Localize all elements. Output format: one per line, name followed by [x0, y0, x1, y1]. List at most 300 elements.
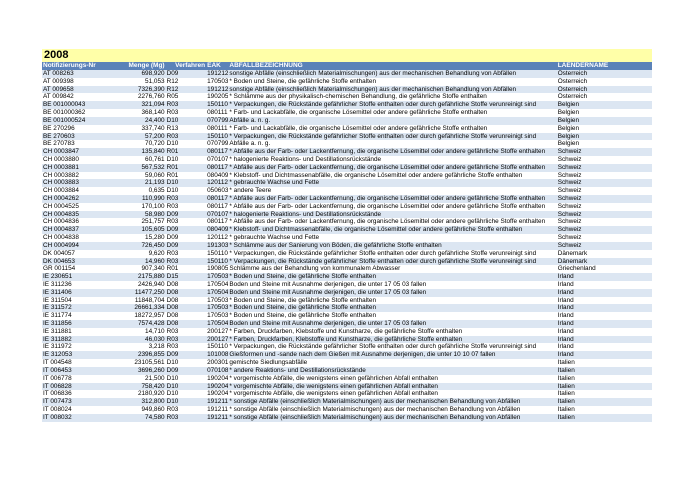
- table-row: [42, 359, 652, 367]
- bezeichnung-cell: * Abfälle aus der Farb- oder Lackentfernung, die organische Lösemittel oder andere gefährliche Stoffe enthalten: [228, 203, 556, 211]
- eak-cell: 101008: [207, 351, 229, 359]
- verfahren-cell: R03: [166, 195, 207, 203]
- land-cell: Italien: [557, 367, 652, 375]
- table-row: [42, 172, 652, 180]
- verfahren-cell: D09: [166, 367, 207, 375]
- land-cell: Irland: [557, 273, 652, 281]
- bezeichnung-cell: * gebrauchte Wachse und Fette: [228, 179, 556, 187]
- land-cell: Belgien: [557, 117, 652, 125]
- bezeichnung-cell: * Klebstoff- und Dichtmassenabfälle, die organische Lösemittel oder andere gefährliche Stoffe enthalten: [228, 226, 556, 234]
- eak-cell: 200301: [207, 359, 229, 367]
- menge-cell: 21,193: [111, 179, 166, 187]
- menge-cell: 60,761: [111, 156, 166, 164]
- notif-cell: IT 004548: [42, 359, 111, 367]
- land-cell: Schweiz: [557, 234, 652, 242]
- notif-cell: IE 311236: [42, 281, 111, 289]
- spreadsheet: [42, 49, 652, 422]
- bezeichnung-cell: * Klebstoff- und Dichtmassenabfälle, die organische Lösemittel oder andere gefährliche Stoffe enthalten: [228, 172, 556, 180]
- bezeichnung-cell: Boden und Steine mit Ausnahme derjenigen, die unter 17 05 03 fallen: [228, 320, 556, 328]
- eak-cell: 080409: [207, 226, 229, 234]
- bezeichnung-cell: * Verpackungen, die Rückstände gefährlicher Stoffe enthalten oder durch gefährliche Stoffe verunreinigt sind: [228, 258, 556, 266]
- menge-cell: 21,500: [111, 375, 166, 383]
- eak-cell: 170503: [207, 296, 229, 304]
- table-row: [42, 125, 652, 133]
- notif-cell: CH 0003882: [42, 172, 111, 180]
- bezeichnung-cell: Schlämme aus der Behandlung von kommunalem Abwasser: [228, 265, 556, 273]
- land-cell: Italien: [557, 375, 652, 383]
- bezeichnung-cell: * Boden und Steine, die gefährliche Stoffe enthalten: [228, 312, 556, 320]
- land-cell: Irland: [557, 320, 652, 328]
- eak-cell: 191212: [207, 85, 229, 93]
- bezeichnung-cell: * halogenierte Reaktions- und Destillationsrückstände: [228, 156, 556, 164]
- notif-cell: IE 312053: [42, 351, 111, 359]
- menge-cell: 251,757: [111, 218, 166, 226]
- menge-cell: 110,990: [111, 195, 166, 203]
- menge-cell: 59,060: [111, 172, 166, 180]
- bezeichnung-cell: * Abfälle aus der Farb- oder Lackentfernung, die organische Lösemittel oder andere gefährliche Stoffe enthalten: [228, 148, 556, 156]
- bezeichnung-cell: * sonstige Abfälle (einschließlich Materialmischungen) aus der mechanischen Behandlung von Abfällen: [228, 414, 556, 422]
- land-cell: Österreich: [557, 78, 652, 86]
- notif-cell: IE 311856: [42, 320, 111, 328]
- bezeichnung-cell: * Verpackungen, die Rückstände gefährlicher Stoffe enthalten oder durch gefährliche Stoffe verunreinigt sind: [228, 101, 556, 109]
- land-cell: Schweiz: [557, 164, 652, 172]
- land-cell: Schweiz: [557, 195, 652, 203]
- verfahren-cell: D10: [166, 140, 207, 148]
- verfahren-cell: R03: [166, 133, 207, 141]
- menge-cell: 2175,880: [111, 273, 166, 281]
- table-row: [42, 390, 652, 398]
- header-notif: Notifizierungs-Nr: [42, 62, 111, 70]
- eak-cell: 080117: [207, 195, 228, 202]
- bezeichnung-cell: * vorgemischte Abfälle, die wenigstens einen gefährlichen Abfall enthalten: [228, 375, 556, 383]
- eak-cell: 070799: [207, 116, 229, 124]
- verfahren-cell: D10: [166, 390, 207, 398]
- bezeichnung-cell: Boden und Steine mit Ausnahme derjenigen, die unter 17 05 03 fallen: [228, 289, 556, 297]
- land-cell: Italien: [557, 398, 652, 406]
- table-row: [42, 328, 652, 336]
- eak-cell: 150110: [207, 249, 228, 257]
- verfahren-cell: R03: [166, 218, 207, 226]
- eak-cell: 200127: [207, 327, 229, 335]
- eak-cell: 120112: [207, 234, 228, 242]
- eak-cell: 150110: [207, 257, 228, 265]
- bezeichnung-cell: * Abfälle aus der Farb- oder Lackentfernung, die organische Lösemittel oder andere gefährliche Stoffe enthalten: [228, 218, 556, 226]
- land-cell: Irland: [557, 289, 652, 297]
- table-row: [42, 156, 652, 164]
- land-cell: Irland: [557, 297, 652, 305]
- verfahren-cell: D15: [166, 273, 207, 281]
- bezeichnung-cell: sonstige Abfälle (einschließlich Materialmischungen) aus der mechanischen Behandlung von Abfällen: [228, 70, 556, 78]
- table-row: [42, 367, 652, 375]
- waste-table: [42, 62, 652, 422]
- eak-cell: 190204: [207, 374, 229, 382]
- notif-cell: IE 311881: [42, 328, 111, 336]
- notif-cell: GR 001154: [42, 265, 111, 273]
- land-cell: Belgien: [557, 133, 652, 141]
- verfahren-cell: D08: [166, 297, 207, 305]
- table-row: [42, 312, 652, 320]
- table-row: [42, 70, 652, 78]
- eak-cell: 070108: [207, 366, 229, 374]
- land-cell: Schweiz: [557, 187, 652, 195]
- notif-cell: BE 270603: [42, 133, 111, 141]
- notif-cell: CH 0004837: [42, 226, 111, 234]
- verfahren-cell: D09: [166, 351, 207, 359]
- eak-cell: 200127: [207, 335, 229, 343]
- land-cell: Schweiz: [557, 156, 652, 164]
- verfahren-cell: D09: [166, 234, 207, 242]
- bezeichnung-cell: * sonstige Abfälle (einschließlich Materialmischungen) aus der mechanischen Behandlung von Abfällen: [228, 398, 556, 406]
- bezeichnung-cell: * vorgemischte Abfälle, die wenigstens einen gefährlichen Abfall enthalten: [228, 383, 556, 391]
- verfahren-cell: D10: [166, 117, 207, 125]
- table-row: [42, 187, 652, 195]
- menge-cell: 51,053: [111, 78, 166, 86]
- verfahren-cell: R05: [166, 93, 207, 101]
- land-cell: Irland: [557, 304, 652, 312]
- table-row: [42, 203, 652, 211]
- menge-cell: 3696,260: [111, 367, 166, 375]
- notif-cell: BE 001000362: [42, 109, 111, 117]
- land-cell: Österreich: [557, 93, 652, 101]
- eak-cell: 080117: [207, 218, 228, 226]
- menge-cell: 135,840: [111, 148, 166, 156]
- land-cell: Schweiz: [557, 226, 652, 234]
- menge-cell: 3,218: [111, 343, 166, 351]
- land-cell: Irland: [557, 312, 652, 320]
- verfahren-cell: D09: [166, 226, 207, 234]
- header-land: LAENDERNAME: [557, 62, 652, 70]
- table-body: [42, 70, 652, 422]
- table-row: [42, 343, 652, 351]
- eak-cell: 170503: [207, 304, 229, 312]
- table-row: [42, 406, 652, 414]
- eak-cell: 080111: [207, 109, 228, 117]
- eak-cell: 190204: [207, 390, 229, 398]
- verfahren-cell: D08: [166, 289, 207, 297]
- bezeichnung-cell: * andere Teere: [228, 187, 556, 195]
- verfahren-cell: D10: [166, 187, 207, 195]
- verfahren-cell: R01: [166, 265, 207, 273]
- land-cell: Italien: [557, 414, 652, 422]
- eak-cell: 080111: [207, 124, 228, 132]
- notif-cell: CH 0003880: [42, 156, 111, 164]
- eak-cell: 191211: [207, 405, 228, 413]
- notif-cell: CH 0004838: [42, 234, 111, 242]
- notif-cell: CH 0004262: [42, 195, 111, 203]
- verfahren-cell: D08: [166, 312, 207, 320]
- bezeichnung-cell: * Abfälle aus der Farb- oder Lackentfernung, die organische Lösemittel oder andere gefährliche Stoffe enthalten: [228, 195, 556, 203]
- table-row: [42, 414, 652, 422]
- land-cell: Dänemark: [557, 250, 652, 258]
- table-row: [42, 234, 652, 242]
- notif-cell: IE 311504: [42, 297, 111, 305]
- verfahren-cell: D10: [166, 156, 207, 164]
- table-row: [42, 86, 652, 94]
- bezeichnung-cell: * Verpackungen, die Rückstände gefährlicher Stoffe enthalten oder durch gefährliche Stoffe verunreinigt sind: [228, 250, 556, 258]
- menge-cell: 18272,957: [111, 312, 166, 320]
- table-row: [42, 101, 652, 109]
- menge-cell: 11477,250: [111, 289, 166, 297]
- verfahren-cell: R12: [166, 78, 207, 86]
- bezeichnung-cell: * vorgemischte Abfälle, die wenigstens einen gefährlichen Abfall enthalten: [228, 390, 556, 398]
- verfahren-cell: D10: [166, 179, 207, 187]
- land-cell: Italien: [557, 390, 652, 398]
- eak-cell: 070107: [207, 210, 229, 218]
- land-cell: Schweiz: [557, 179, 652, 187]
- menge-cell: 9,620: [111, 250, 166, 258]
- menge-cell: 7574,428: [111, 320, 166, 328]
- eak-cell: 080117: [207, 202, 228, 210]
- bezeichnung-cell: Gießformen und -sande nach dem Gießen mit Ausnahme derjenigen, die unter 10 10 07 fallen: [228, 351, 556, 359]
- menge-cell: 337,740: [111, 125, 166, 133]
- notif-cell: BE 270296: [42, 125, 111, 133]
- table-row: [42, 383, 652, 391]
- land-cell: Schweiz: [557, 218, 652, 226]
- notif-cell: IE 311882: [42, 336, 111, 344]
- menge-cell: 46,030: [111, 336, 166, 344]
- header-bezeichnung: ABFALLBEZEICHNUNG: [228, 62, 556, 70]
- table-row: [42, 250, 652, 258]
- menge-cell: 2396,855: [111, 351, 166, 359]
- bezeichnung-cell: * sonstige Abfälle (einschließlich Materialmischungen) aus der mechanischen Behandlung von Abfällen: [228, 406, 556, 414]
- menge-cell: 758,420: [111, 383, 166, 391]
- eak-cell: 080117: [207, 148, 228, 156]
- land-cell: Irland: [557, 336, 652, 344]
- bezeichnung-cell: * Boden und Steine, die gefährliche Stoffe enthalten: [228, 304, 556, 312]
- land-cell: Schweiz: [557, 211, 652, 219]
- notif-cell: CH 0004835: [42, 211, 111, 219]
- land-cell: Schweiz: [557, 172, 652, 180]
- table-row: [42, 351, 652, 359]
- eak-cell: 120112: [207, 179, 228, 187]
- notif-cell: IE 230651: [42, 273, 111, 281]
- table-row: [42, 179, 652, 187]
- notif-cell: IT 007473: [42, 398, 111, 406]
- menge-cell: 15,280: [111, 234, 166, 242]
- menge-cell: 70,720: [111, 140, 166, 148]
- bezeichnung-cell: * Boden und Steine, die gefährliche Stoffe enthalten: [228, 297, 556, 305]
- table-row: [42, 375, 652, 383]
- verfahren-cell: D10: [166, 375, 207, 383]
- land-cell: Irland: [557, 281, 652, 289]
- notif-cell: IE 311972: [42, 343, 111, 351]
- eak-cell: 191211: [207, 398, 228, 406]
- notif-cell: DK 004057: [42, 250, 111, 258]
- table-row: [42, 258, 652, 266]
- notif-cell: AT 009658: [42, 86, 111, 94]
- land-cell: Dänemark: [557, 258, 652, 266]
- land-cell: Irland: [557, 351, 652, 359]
- land-cell: Schweiz: [557, 242, 652, 250]
- eak-cell: 170504: [207, 280, 229, 288]
- verfahren-cell: R03: [166, 343, 207, 351]
- verfahren-cell: D08: [166, 281, 207, 289]
- menge-cell: 726,450: [111, 242, 166, 250]
- table-row: [42, 320, 652, 328]
- notif-cell: CH 0003884: [42, 187, 111, 195]
- eak-cell: 080409: [207, 171, 229, 179]
- table-row: [42, 148, 652, 156]
- notif-cell: IE 311572: [42, 304, 111, 312]
- notif-cell: CH 0004994: [42, 242, 111, 250]
- notif-cell: CH 0004525: [42, 203, 111, 211]
- notif-cell: IT 008032: [42, 414, 111, 422]
- notif-cell: BE 270783: [42, 140, 111, 148]
- land-cell: Italien: [557, 383, 652, 391]
- table-row: [42, 109, 652, 117]
- menge-cell: 74,580: [111, 414, 166, 422]
- table-row: [42, 398, 652, 406]
- land-cell: Belgien: [557, 140, 652, 148]
- eak-cell: 170503: [207, 77, 229, 85]
- verfahren-cell: D10: [166, 383, 207, 391]
- eak-cell: 080117: [207, 163, 228, 171]
- menge-cell: 170,100: [111, 203, 166, 211]
- menge-cell: 105,605: [111, 226, 166, 234]
- menge-cell: 567,532: [111, 164, 166, 172]
- land-cell: Österreich: [557, 70, 652, 78]
- table-row: [42, 133, 652, 141]
- notif-cell: IT 006778: [42, 375, 111, 383]
- verfahren-cell: R03: [166, 414, 207, 422]
- notif-cell: AT 009398: [42, 78, 111, 86]
- bezeichnung-cell: * Verpackungen, die Rückstände gefährlicher Stoffe enthalten oder durch gefährliche Stoffe verunreinigt sind: [228, 343, 556, 351]
- verfahren-cell: R03: [166, 258, 207, 266]
- verfahren-cell: R01: [166, 164, 207, 172]
- table-row: [42, 78, 652, 86]
- verfahren-cell: R03: [166, 109, 207, 117]
- verfahren-cell: R03: [166, 336, 207, 344]
- bezeichnung-cell: * halogenierte Reaktions- und Destillationsrückstände: [228, 211, 556, 219]
- notif-cell: DK 004653: [42, 258, 111, 266]
- verfahren-cell: R01: [166, 172, 207, 180]
- verfahren-cell: R03: [166, 203, 207, 211]
- land-cell: Irland: [557, 328, 652, 336]
- eak-cell: 070799: [207, 140, 229, 148]
- menge-cell: 312,800: [111, 398, 166, 406]
- land-cell: Österreich: [557, 86, 652, 94]
- land-cell: Belgien: [557, 109, 652, 117]
- notif-cell: CH 0003881: [42, 164, 111, 172]
- verfahren-cell: D08: [166, 320, 207, 328]
- menge-cell: 14,710: [111, 328, 166, 336]
- notif-cell: CH 0004836: [42, 218, 111, 226]
- verfahren-cell: D10: [166, 359, 207, 367]
- table-row: [42, 297, 652, 305]
- header-eak: EAK: [206, 62, 228, 70]
- menge-cell: 2426,940: [111, 281, 166, 289]
- menge-cell: 907,340: [111, 265, 166, 273]
- table-row: [42, 164, 652, 172]
- bezeichnung-cell: Abfälle a. n. g.: [228, 140, 556, 148]
- notif-cell: IE 311774: [42, 312, 111, 320]
- table-row: [42, 117, 652, 125]
- menge-cell: 698,920: [111, 70, 166, 78]
- land-cell: Schweiz: [557, 148, 652, 156]
- eak-cell: 190205: [207, 93, 229, 101]
- bezeichnung-cell: * Abfälle aus der Farb- oder Lackentfernung, die organische Lösemittel oder andere gefährliche Stoffe enthalten: [228, 164, 556, 172]
- menge-cell: 11848,704: [111, 297, 166, 305]
- notif-cell: AT 008263: [42, 70, 111, 78]
- menge-cell: 368,140: [111, 109, 166, 117]
- verfahren-cell: D09: [166, 211, 207, 219]
- land-cell: Belgien: [557, 125, 652, 133]
- bezeichnung-cell: Boden und Steine mit Ausnahme derjenigen, die unter 17 05 03 fallen: [228, 281, 556, 289]
- menge-cell: 26661,334: [111, 304, 166, 312]
- eak-cell: 190204: [207, 382, 229, 390]
- table-row: [42, 273, 652, 281]
- land-cell: Italien: [557, 359, 652, 367]
- eak-cell: 191211: [207, 413, 228, 421]
- land-cell: Belgien: [557, 101, 652, 109]
- menge-cell: 7326,390: [111, 86, 166, 94]
- land-cell: Italien: [557, 406, 652, 414]
- bezeichnung-cell: * Farb- und Lackabfälle, die organische Lösemittel oder andere gefährliche Stoffe enthalten: [228, 125, 556, 133]
- table-row: [42, 304, 652, 312]
- menge-cell: 321,094: [111, 101, 166, 109]
- bezeichnung-cell: * andere Reaktions- und Destillationsrückstände: [228, 367, 556, 375]
- bezeichnung-cell: * Verpackungen, die Rückstände gefährlicher Stoffe enthalten oder durch gefährliche Stoffe verunreinigt sind: [228, 133, 556, 141]
- table-row: [42, 218, 652, 226]
- verfahren-cell: R03: [166, 250, 207, 258]
- notif-cell: IT 008024: [42, 406, 111, 414]
- bezeichnung-cell: * Farben, Druckfarben, Klebstoffe und Kunstharze, die gefährliche Stoffe enthalten: [228, 336, 556, 344]
- table-row: [42, 211, 652, 219]
- table-row: [42, 242, 652, 250]
- bezeichnung-cell: * Farben, Druckfarben, Klebstoffe und Kunstharze, die gefährliche Stoffe enthalten: [228, 328, 556, 336]
- bezeichnung-cell: * Farb- und Lackabfälle, die organische Lösemittel oder andere gefährliche Stoffe enthalten: [228, 109, 556, 117]
- verfahren-cell: D09: [166, 242, 207, 250]
- notif-cell: IE 311406: [42, 289, 111, 297]
- verfahren-cell: D10: [166, 398, 207, 406]
- eak-cell: 170503: [207, 273, 229, 281]
- land-cell: Schweiz: [557, 203, 652, 211]
- eak-cell: 170504: [207, 288, 229, 296]
- bezeichnung-cell: * Schlämme aus der physikalisch-chemischen Behandlung, die gefährliche Stoffe enthalten: [228, 93, 556, 101]
- header-row: [42, 62, 652, 70]
- table-row: [42, 289, 652, 297]
- eak-cell: 191212: [207, 70, 229, 77]
- eak-cell: 150110: [207, 132, 228, 140]
- header-verfahren: Verfahren: [166, 62, 207, 70]
- verfahren-cell: R03: [166, 328, 207, 336]
- verfahren-cell: R01: [166, 148, 207, 156]
- verfahren-cell: R13: [166, 125, 207, 133]
- verfahren-cell: R03: [166, 406, 207, 414]
- notif-cell: IT 006453: [42, 367, 111, 375]
- year-heading: 2008: [42, 49, 652, 62]
- eak-cell: 150110: [207, 101, 228, 109]
- bezeichnung-cell: * Boden und Steine, die gefährliche Stoffe enthalten: [228, 273, 556, 281]
- bezeichnung-cell: sonstige Abfälle (einschließlich Materialmischungen) aus der mechanischen Behandlung von Abfällen: [228, 86, 556, 94]
- table-row: [42, 226, 652, 234]
- eak-cell: 150110: [207, 343, 228, 351]
- bezeichnung-cell: * gebrauchte Wachse und Fette: [228, 234, 556, 242]
- table-row: [42, 93, 652, 101]
- eak-cell: 170503: [207, 312, 229, 320]
- table-row: [42, 281, 652, 289]
- eak-cell: 170504: [207, 320, 229, 327]
- notif-cell: IT 006836: [42, 390, 111, 398]
- notif-cell: CH 0003883: [42, 179, 111, 187]
- land-cell: Griechenland: [557, 265, 652, 273]
- menge-cell: 24,400: [111, 117, 166, 125]
- table-row: [42, 195, 652, 203]
- header-menge: Menge (Mg): [111, 62, 166, 70]
- notif-cell: BE 001000524: [42, 117, 111, 125]
- notif-cell: CH 0003847: [42, 148, 111, 156]
- table-row: [42, 140, 652, 148]
